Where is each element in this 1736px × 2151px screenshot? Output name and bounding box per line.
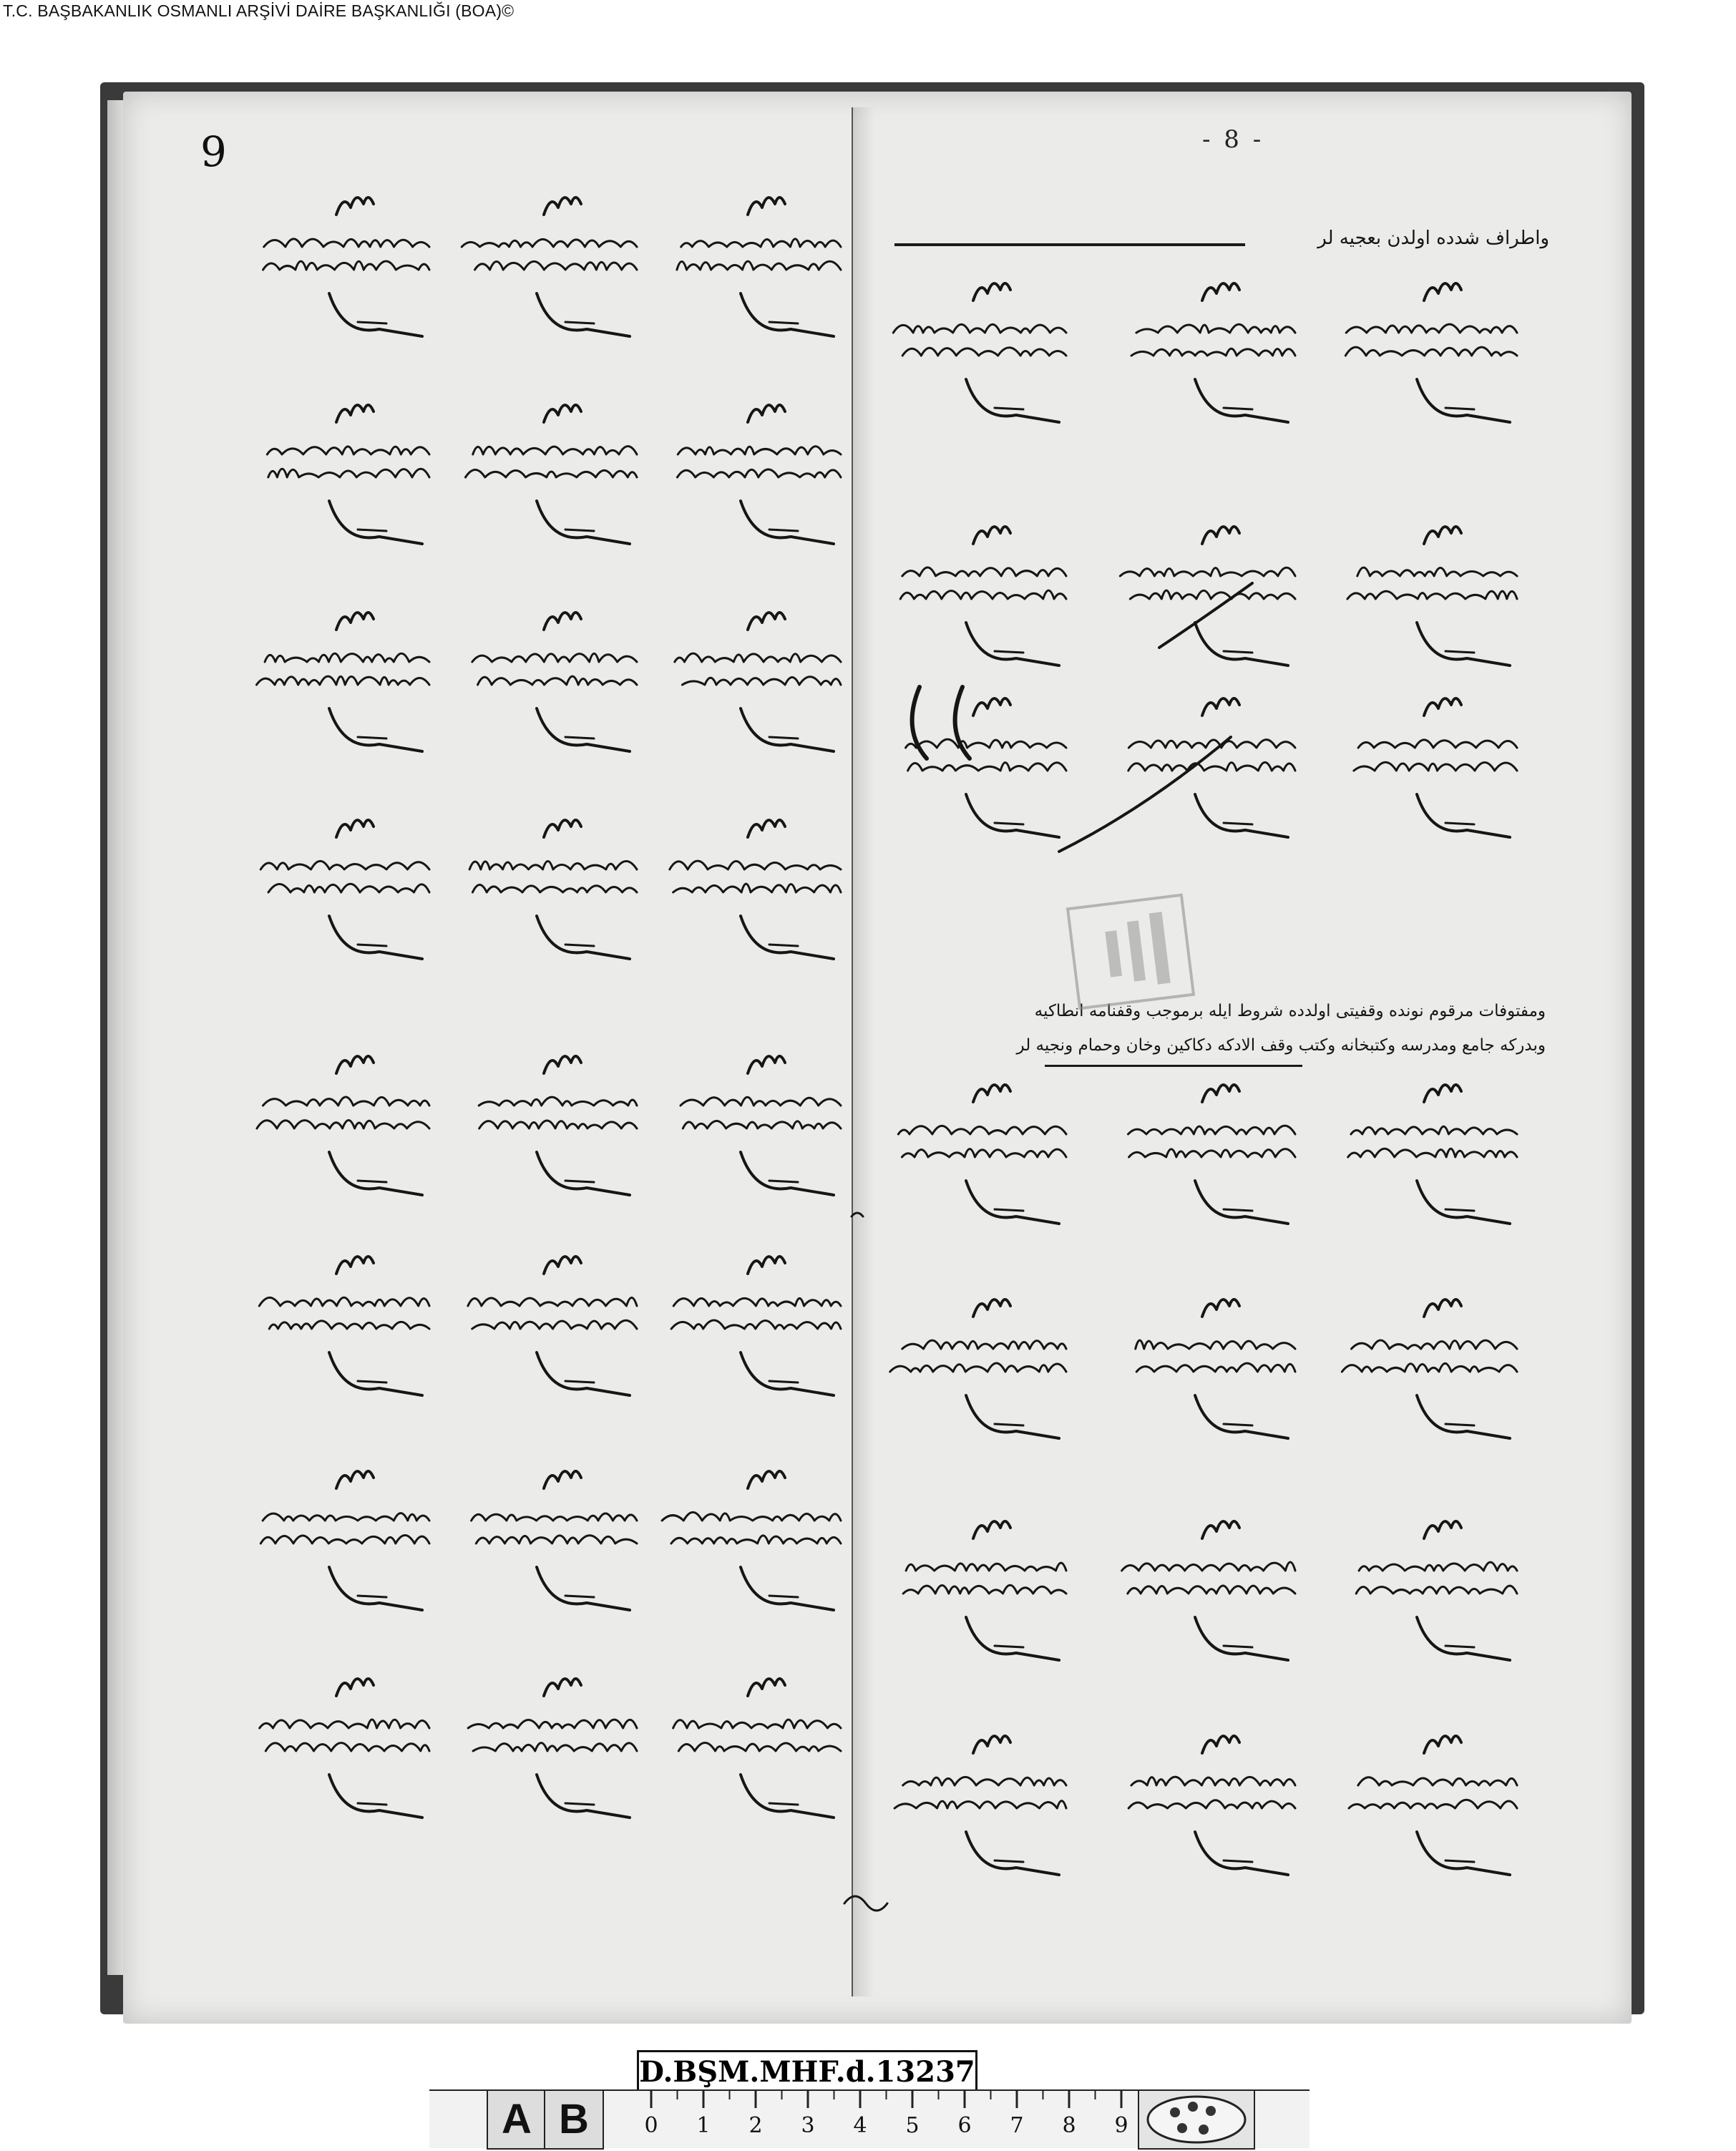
handwritten-entry [267,405,429,544]
handwritten-entry [468,1257,637,1395]
entry-script-line [1136,1363,1295,1372]
entry-script-line [890,1363,1066,1372]
entry-script-line [474,261,637,270]
entry-seal-mark [336,405,374,422]
entry-script-line [260,1536,429,1543]
entry-seal-mark [748,1257,785,1274]
entry-script-line [1128,1800,1295,1808]
entry-signature [966,1832,1059,1875]
entry-underline [358,1181,386,1182]
catalog-number: D.BŞM.MHF.d.13237 [639,2055,975,2089]
entry-script-line [893,324,1066,333]
handwritten-entry [677,197,841,336]
entry-signature [1195,623,1288,665]
handwritten-entry [1120,527,1295,665]
entry-script-line [472,1320,637,1329]
entry-seal-mark [336,1679,374,1696]
entry-signature [329,916,422,959]
entry-script-line [468,1720,637,1728]
entry-signature [966,623,1059,665]
entry-underline [358,737,386,738]
entry-underline [1224,408,1252,409]
handwritten-entry [256,613,429,751]
handwritten-entry [260,1471,429,1610]
entry-script-line [1359,1562,1517,1571]
entry-signature [741,1775,834,1818]
handwritten-entry [670,820,841,959]
ruler-tick-label: 3 [801,2113,815,2138]
handwritten-entry [1356,1521,1517,1660]
entry-seal-mark [336,1257,374,1274]
entry-script-line [1128,1586,1295,1594]
entry-underline [769,1181,798,1182]
handwritten-entry [1136,1299,1295,1438]
entry-signature [329,1352,422,1395]
handwritten-entry [260,1679,429,1818]
entry-seal-mark [1202,527,1239,544]
entry-signature [741,501,834,544]
entry-script-line [268,884,429,892]
handwritten-entry [479,1056,637,1195]
handwritten-entry [465,405,637,544]
entry-signature [537,293,630,336]
handwritten-entry [1349,1736,1517,1875]
ruler-tick-label: 0 [644,2113,658,2138]
entry-underline [358,945,386,946]
handwritten-entry [900,527,1066,665]
entry-script-line [267,447,429,454]
entry-seal-mark [973,1085,1010,1102]
entry-underline [769,322,798,323]
entry-signature [1417,1395,1510,1438]
handwritten-entry [472,1471,637,1610]
folio-number-left: 9 [200,127,227,176]
entry-script-line [478,676,637,685]
entry-script-line [681,1097,841,1106]
entry-seal-mark [1424,698,1461,716]
entries-left-page [256,197,841,1818]
entry-script-line [671,1536,841,1543]
entry-seal-mark [973,698,1010,716]
entry-signature [741,293,834,336]
entry-script-line [479,1097,637,1106]
ruler-tick-label: 4 [853,2113,867,2138]
entry-script-line [1131,348,1295,356]
entry-script-line [260,861,429,869]
ruler-tick-label: 7 [1010,2113,1024,2138]
entry-seal-mark [748,820,785,837]
entry-underline [769,530,798,531]
entry-script-line [269,1321,429,1329]
entry-script-line [264,239,429,247]
handwritten-entry [673,1679,841,1818]
entry-signature [1195,794,1288,837]
entry-signature [741,1152,834,1195]
entry-underline [565,737,594,738]
entry-script-line [1122,1562,1295,1571]
scale-letter-b: B [544,2089,604,2150]
entry-script-line [1128,1126,1295,1134]
entry-seal-mark [1424,1299,1461,1317]
ruler-tick-label: 8 [1062,2113,1076,2138]
entry-underline [1224,1646,1252,1647]
entry-script-line [677,469,841,477]
entry-seal-mark [748,405,785,422]
archive-header: T.C. BAŞBAKANLIK OSMANLI ARŞİVİ DAİRE BAŞKANLIĞI (BOA)© [3,1,515,20]
entry-underline [565,322,594,323]
entry-script-line [902,348,1066,356]
entry-script-line [903,1585,1066,1594]
ruler-tick-label: 1 [696,2113,711,2138]
handwritten-entry [1122,1521,1295,1660]
entry-signature [1417,794,1510,837]
entry-seal-mark [336,1471,374,1488]
entry-seal-mark [973,1299,1010,1317]
entry-underline [995,651,1023,653]
entry-seal-mark [544,1056,581,1073]
entry-script-line [263,1097,429,1106]
ruler-tick-label: 6 [957,2113,972,2138]
entry-underline [769,1596,798,1597]
handwritten-entry [681,1056,841,1195]
entry-script-line [1347,591,1517,599]
entry-script-line [1348,1148,1517,1157]
entry-signature [966,1617,1059,1660]
entry-script-line [1358,740,1517,748]
entry-script-line [465,469,637,477]
entry-underline [565,1381,594,1382]
entry-underline [1445,1646,1474,1647]
entry-seal-mark [748,1471,785,1488]
entry-signature [537,916,630,959]
entry-seal-mark [544,820,581,837]
entry-signature [1417,1181,1510,1224]
entry-signature [966,1395,1059,1438]
handwritten-entry [903,1521,1066,1660]
entry-seal-mark [973,283,1010,301]
entries-right-page [890,283,1517,1875]
entry-signature [537,708,630,751]
entry-script-line [476,1536,637,1543]
entry-signature [329,293,422,336]
entry-seal-mark [1202,1299,1239,1317]
entry-underline [358,1381,386,1382]
entry-script-line [473,1743,637,1751]
entry-seal-mark [1202,1736,1239,1753]
entry-underline [565,945,594,946]
ruler-tick-label: 2 [748,2113,763,2138]
handwritten-entry [260,820,429,959]
entry-script-line [1354,762,1517,771]
entry-script-line [1356,1586,1517,1594]
entry-seal-mark [1424,527,1461,544]
handwritten-entry [1128,1085,1295,1224]
entry-script-line [1136,1340,1295,1349]
entry-underline [995,1209,1023,1211]
entry-underline [565,530,594,531]
entry-signature [329,1567,422,1610]
catalog-label [637,2050,977,2094]
entry-underline [1224,651,1252,653]
entry-script-line [1129,1149,1295,1157]
entry-signature [741,916,834,959]
entry-script-line [1358,1777,1517,1785]
entry-signature [966,379,1059,422]
entry-underline [995,1860,1023,1862]
entry-underline [565,1181,594,1182]
entry-signature [1195,379,1288,422]
entry-script-line [1357,567,1517,576]
entry-signature [329,501,422,544]
entry-script-line [1346,324,1517,333]
entry-seal-mark [544,405,581,422]
entry-seal-mark [748,1056,785,1073]
entry-seal-mark [748,613,785,630]
entry-seal-mark [1202,1521,1239,1538]
folio-number-right: - 8 - [1202,125,1264,154]
entry-script-line [479,1121,637,1128]
handwritten-entry [257,1056,429,1195]
entry-underline [1224,1424,1252,1425]
entry-script-line [259,1297,429,1306]
handwritten-entry [675,613,841,751]
entry-script-line [256,676,429,685]
entry-underline [358,322,386,323]
ruler-tick-label: 5 [905,2113,920,2138]
entry-seal-mark [544,613,581,630]
handwritten-entry [469,820,637,959]
entry-script-line [257,1120,429,1128]
handwritten-entry [1348,1085,1517,1224]
entry-script-line [1120,567,1295,576]
handwritten-entry [1345,283,1517,422]
entry-script-line [469,861,637,869]
entry-seal-mark [544,1471,581,1488]
entry-script-line [906,1563,1066,1571]
entry-script-line [678,1743,841,1751]
entry-seal-mark [544,197,581,215]
entry-script-line [1351,1340,1517,1349]
entry-underline [1445,408,1474,409]
entry-script-line [1349,1800,1517,1808]
entry-script-line [268,469,429,477]
handwritten-entry [662,1471,841,1610]
handwritten-entry [671,1257,841,1395]
entry-seal-mark [544,1257,581,1274]
entry-script-line [472,653,637,662]
handwritten-entry [1342,1299,1517,1438]
handwritten-entry [1354,698,1517,837]
entry-signature [1417,379,1510,422]
entry-script-line [902,567,1066,576]
entry-signature [1195,1832,1288,1875]
entry-seal-mark [1202,283,1239,301]
entry-signature [329,708,422,751]
entry-seal-mark [1202,698,1239,716]
entry-script-line [908,763,1066,771]
entry-script-line [263,1513,429,1521]
handwritten-entry [468,1679,637,1818]
entry-signature [537,501,630,544]
entry-seal-mark [973,1736,1010,1753]
entry-signature [1417,623,1510,665]
entry-seal-mark [336,1056,374,1073]
entry-underline [995,1424,1023,1425]
library-stamp [1060,887,1201,1017]
entry-seal-mark [973,527,1010,544]
entry-script-line [263,261,429,270]
entry-seal-mark [973,1521,1010,1538]
entry-signature [741,1352,834,1395]
handwritten-entry [677,405,841,544]
entry-script-line [472,884,637,892]
entry-underline [1224,823,1252,824]
entry-underline [358,1596,386,1597]
entry-signature [741,708,834,751]
section-heading-line2: وبدرکه جامع ومدرسه وکتبخانه وکتب وقف الادکه دکاکین وخان وحمام ونجیه لر [1016,1036,1546,1055]
entry-seal-mark [1424,283,1461,301]
entry-underline [995,408,1023,409]
entry-seal-mark [748,197,785,215]
entry-underline [1224,1209,1252,1211]
entry-signature [966,794,1059,837]
entry-signature [966,1181,1059,1224]
entry-script-line [265,1743,429,1751]
handwritten-entry [894,1736,1066,1875]
entry-underline [1445,1860,1474,1862]
entry-script-line [898,1126,1066,1134]
entry-script-line [670,861,841,869]
ruler-tick-label: 9 [1114,2113,1128,2138]
entry-script-line [673,1298,841,1306]
entry-underline [995,823,1023,824]
entry-signature [329,1775,422,1818]
entry-script-line [902,1149,1066,1157]
entry-script-line [1136,324,1295,333]
section-heading-top: واطراف شدده اولدن بعجیه لر [1317,228,1549,249]
entry-signature [537,1352,630,1395]
entry-signature [537,1775,630,1818]
entry-signature [741,1567,834,1610]
entry-script-line [1128,740,1295,748]
entry-script-line [1351,1126,1517,1134]
entry-signature [537,1152,630,1195]
handwritten-entry [898,1085,1066,1224]
entry-underline [358,1803,386,1805]
entry-underline [565,1596,594,1597]
handwritten-entry [1347,527,1517,665]
handwritten-entry [906,698,1066,837]
handwritten-entry [890,1299,1066,1438]
color-palette-icon [1138,2089,1255,2150]
entry-underline [995,1646,1023,1647]
entry-script-line [900,590,1066,599]
entry-underline [1224,1860,1252,1862]
entry-seal-mark [544,1679,581,1696]
entry-seal-mark [748,1679,785,1696]
entry-underline [565,1803,594,1805]
entry-script-line [681,239,841,247]
entry-script-line [683,1121,841,1128]
entry-script-line [678,447,841,454]
entry-script-line [673,884,841,892]
entry-underline [769,945,798,946]
entry-underline [1445,823,1474,824]
entry-script-line [472,1513,637,1521]
entry-seal-mark [1424,1085,1461,1102]
entry-script-line [671,1320,841,1329]
entry-script-line [473,447,637,454]
handwritten-entry [462,197,637,336]
entry-signature [1195,1617,1288,1660]
entry-script-line [894,1801,1066,1808]
handwritten-entry [472,613,637,751]
entry-script-line [468,1297,637,1306]
entry-signature [1417,1832,1510,1875]
entry-script-line [265,653,429,662]
entry-underline [358,530,386,531]
handwritten-entry [893,283,1066,422]
entry-script-line [675,653,841,662]
entry-seal-mark [1424,1736,1461,1753]
entry-script-line [260,1720,429,1728]
entry-script-line [1130,590,1295,599]
entry-underline [769,737,798,738]
entry-script-line [673,1720,841,1728]
handwritten-entry [1131,283,1295,422]
entry-signature [1417,1617,1510,1660]
entry-script-line [902,1340,1066,1349]
entry-signature [1195,1395,1288,1438]
scale-letter-a: A [487,2089,547,2150]
entry-underline [1445,651,1474,653]
entry-seal-mark [1202,1085,1239,1102]
section-heading-line1: ومفتوفات مرقوم نونده وقفیتی اولدده شروط ایله برموجب وقفنامه انطاکیه [1034,1002,1546,1020]
entry-underline [1445,1424,1474,1425]
entry-script-line [677,261,841,270]
entry-seal-mark [1424,1521,1461,1538]
entry-script-line [1131,1777,1295,1785]
entry-script-line [903,1777,1066,1785]
entry-underline [769,1803,798,1805]
entry-seal-mark [336,613,374,630]
handwritten-entry [263,197,429,336]
entry-signature [329,1152,422,1195]
handwritten-entry [1128,1736,1295,1875]
entry-script-line [1128,762,1295,771]
entry-script-line [682,677,841,685]
entry-signature [1195,1181,1288,1224]
entry-script-line [462,239,637,247]
entry-script-line [1342,1363,1517,1372]
handwritten-entry [1128,698,1295,837]
entry-signature [537,1567,630,1610]
entry-underline [769,1381,798,1382]
entry-seal-mark [336,197,374,215]
entry-script-line [662,1512,841,1521]
entry-seal-mark [336,820,374,837]
entry-script-line [1345,347,1517,356]
entry-underline [1445,1209,1474,1211]
handwritten-entry [259,1257,429,1395]
entry-script-line [906,739,1066,748]
